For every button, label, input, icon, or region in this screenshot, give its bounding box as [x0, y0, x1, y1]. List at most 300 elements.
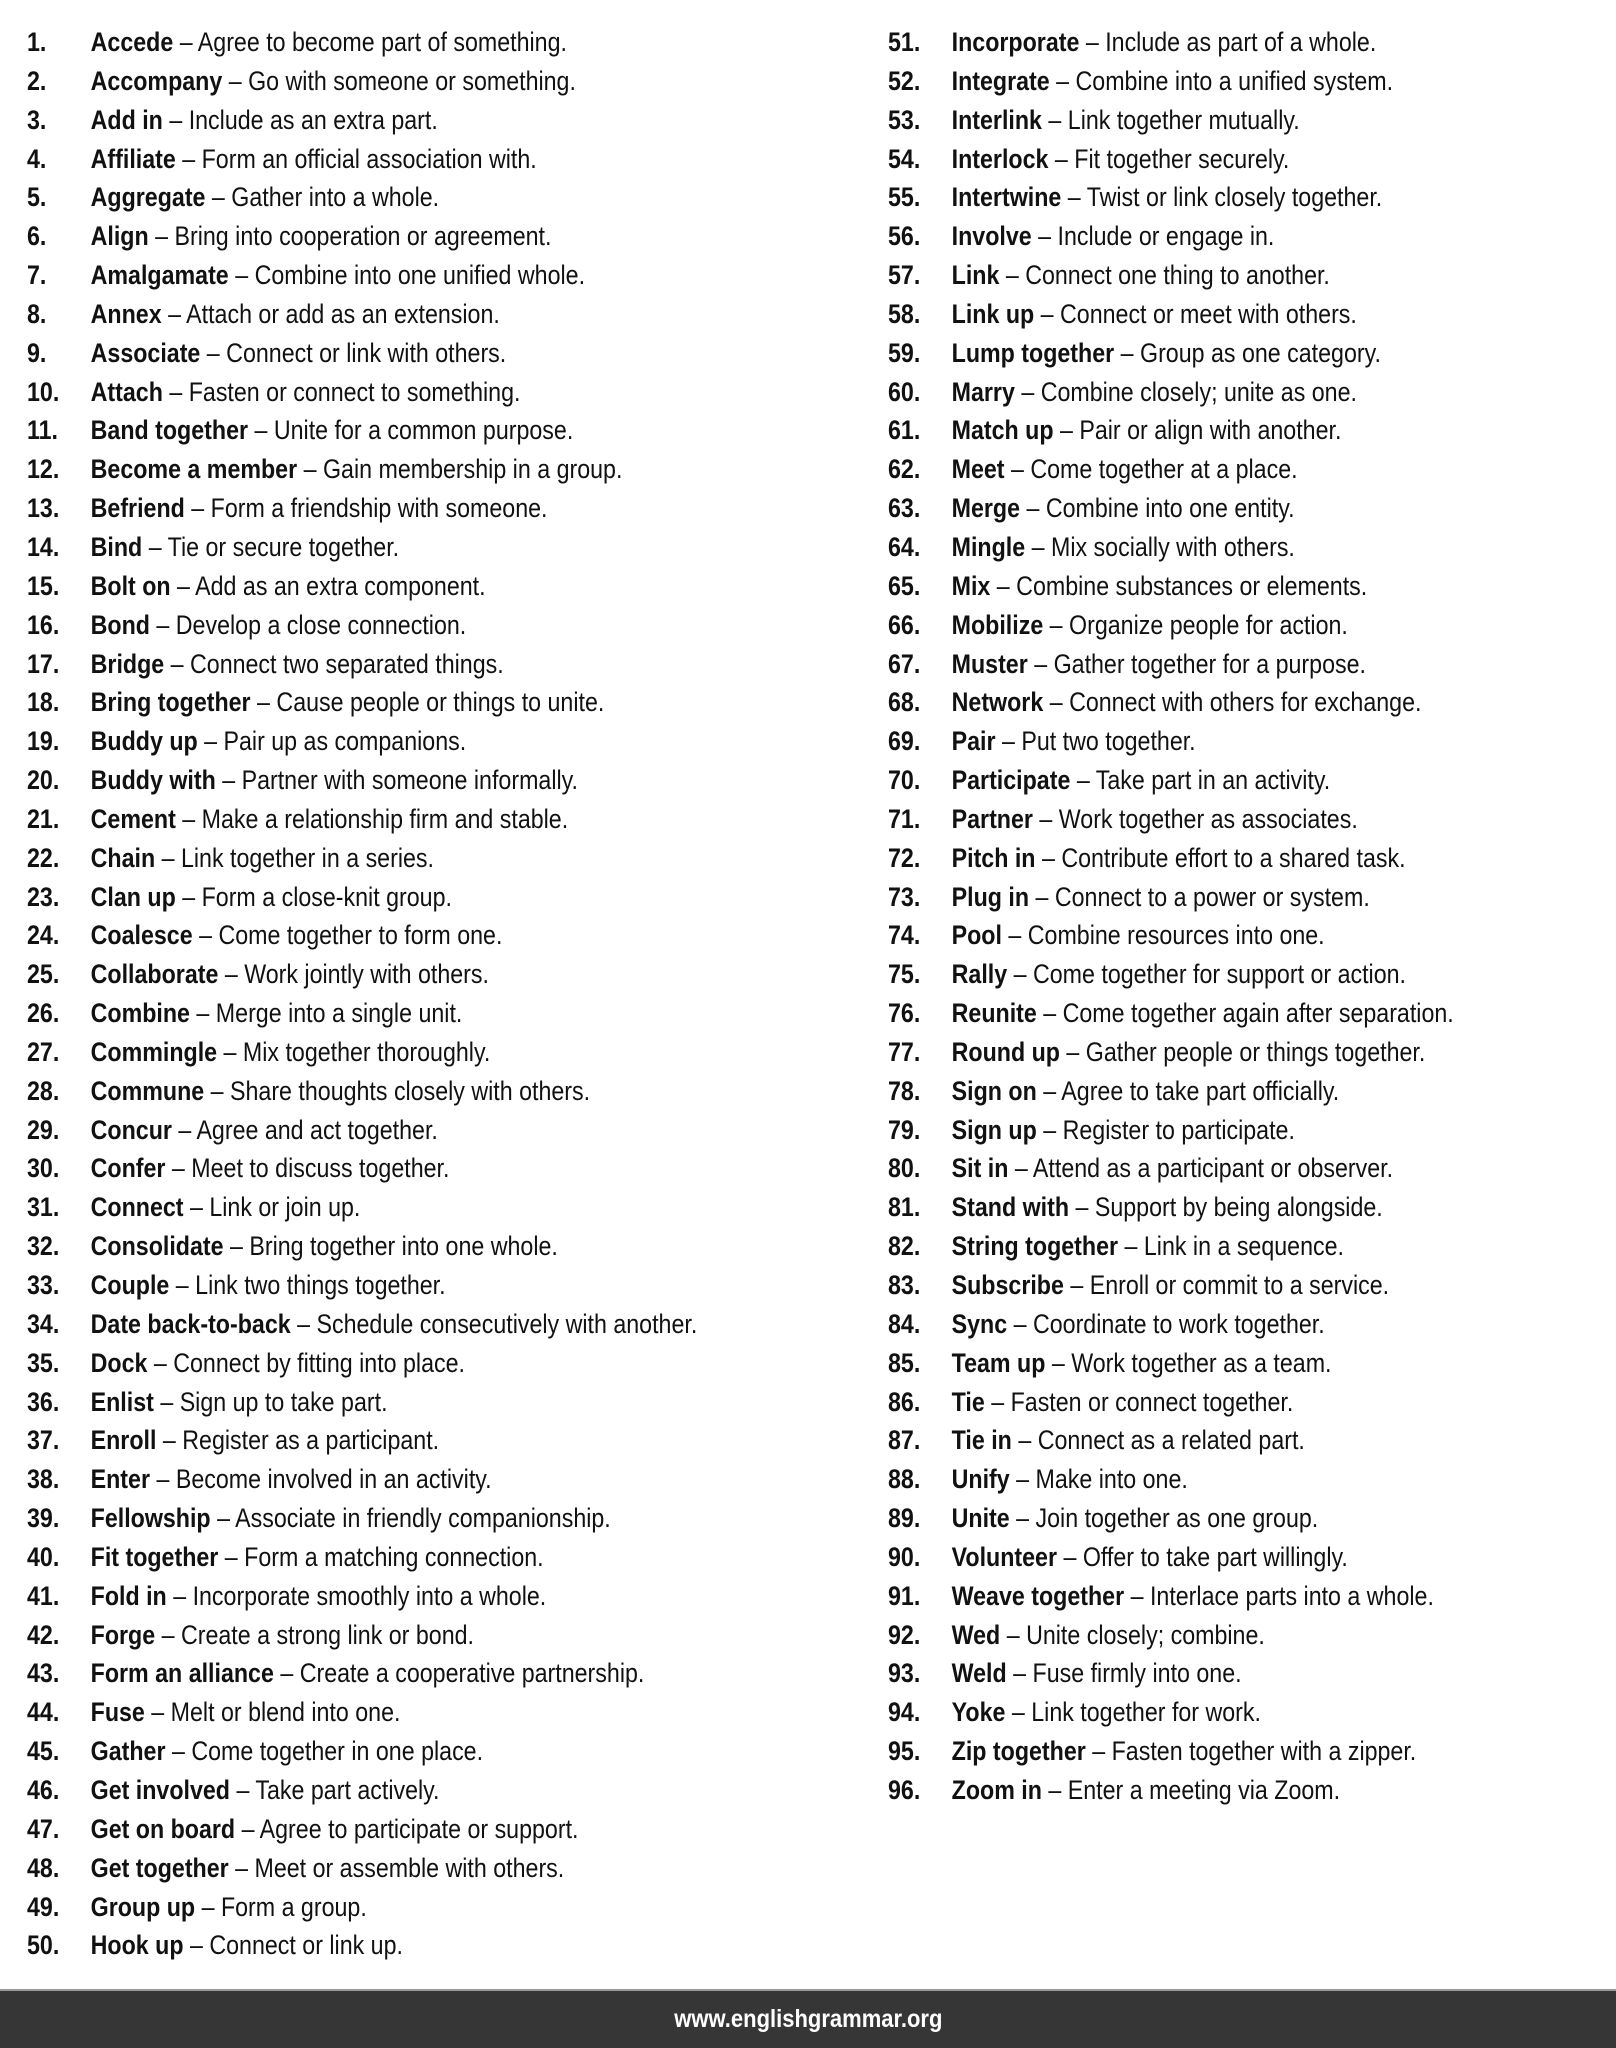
item-definition: Connect as a related part. [1037, 1425, 1305, 1456]
item-term: Attach [90, 376, 163, 407]
item-definition: Twist or link closely together. [1086, 182, 1383, 213]
list-item [27, 838, 801, 877]
item-term: Enter [90, 1464, 151, 1495]
item-definition: Include or engage in. [1057, 221, 1275, 252]
item-separator: – [228, 260, 255, 291]
item-separator: – [1053, 415, 1080, 446]
item-term: Concur [90, 1114, 172, 1145]
item-definition: Agree to participate or support. [259, 1813, 579, 1844]
item-separator: – [1004, 454, 1031, 485]
item-separator: – [1034, 298, 1061, 329]
list-item [888, 1226, 1616, 1265]
item-number: 48. [27, 1852, 60, 1883]
item-definition: Interlace parts into a whole. [1149, 1580, 1434, 1611]
list-item [888, 216, 1616, 255]
item-definition: Take part actively. [255, 1774, 440, 1805]
list-item [27, 1692, 801, 1731]
item-term: Meet [951, 454, 1005, 485]
item-term: Marry [951, 376, 1015, 407]
item-separator: – [1014, 376, 1041, 407]
item-separator: – [1063, 1270, 1090, 1300]
item-term: Get together [90, 1852, 229, 1883]
item-term: Bind [90, 531, 143, 562]
list-item [27, 760, 801, 799]
item-term: Gather [90, 1736, 166, 1767]
item-number: 32. [27, 1231, 60, 1262]
item-definition: Put two together. [1021, 726, 1196, 757]
item-definition: Join together as one group. [1035, 1503, 1319, 1534]
item-definition: Mix together thoroughly. [242, 1036, 491, 1067]
list-item [27, 139, 801, 178]
item-definition: Support by being alongside. [1094, 1192, 1383, 1223]
item-number: 58. [888, 298, 921, 329]
item-separator: – [1009, 1464, 1036, 1495]
item-term: Form an alliance [90, 1658, 274, 1689]
list-item [888, 255, 1616, 294]
list-item [27, 1148, 801, 1187]
item-separator: – [1041, 104, 1068, 135]
item-definition: Attend as a participant or observer. [1032, 1153, 1394, 1184]
item-number: 64. [888, 531, 921, 562]
item-separator: – [183, 1192, 210, 1223]
item-term: Pair [951, 726, 996, 757]
item-definition: Work together as a team. [1071, 1347, 1332, 1378]
footer-website-link[interactable]: www.englishgrammar.org [673, 2005, 943, 2033]
list-item [888, 954, 1616, 993]
item-separator: – [210, 1503, 236, 1534]
item-separator: – [218, 959, 245, 990]
item-definition: Connect with others for exchange. [1069, 687, 1422, 718]
item-separator: – [1114, 337, 1141, 368]
item-separator: – [184, 493, 211, 524]
item-definition: Link two things together. [195, 1270, 446, 1300]
list-item [27, 1382, 801, 1421]
item-number: 88. [888, 1464, 921, 1495]
item-term: Link [951, 260, 1000, 291]
item-term: Buddy up [90, 726, 198, 757]
item-number: 17. [27, 648, 60, 679]
list-item [27, 605, 801, 644]
item-number: 90. [888, 1541, 921, 1572]
item-definition: Go with someone or something. [248, 65, 576, 96]
list-item [27, 1537, 801, 1576]
item-separator: – [217, 1036, 243, 1067]
list-item [888, 372, 1616, 411]
item-number: 89. [888, 1503, 921, 1534]
item-separator: – [144, 1697, 171, 1728]
item-number: 43. [27, 1658, 60, 1689]
item-term: Band together [90, 415, 249, 446]
item-separator: – [1005, 1697, 1032, 1728]
item-term: Fellowship [90, 1503, 211, 1534]
item-separator: – [195, 1891, 221, 1922]
list-item [27, 488, 801, 527]
item-term: Zoom in [951, 1774, 1042, 1805]
list-item [888, 100, 1616, 139]
item-definition: Connect to a power or system. [1054, 881, 1370, 912]
item-number: 53. [888, 104, 921, 135]
item-term: Link up [951, 298, 1035, 329]
item-number: 11. [27, 415, 59, 446]
item-separator: – [1029, 881, 1055, 912]
item-number: 66. [888, 609, 921, 640]
item-term: Accompany [90, 65, 223, 96]
item-separator: – [1085, 1736, 1112, 1767]
item-term: Weld [951, 1658, 1007, 1689]
list-item [888, 1304, 1616, 1343]
item-separator: – [990, 570, 1017, 601]
item-definition: Combine into one entity. [1045, 493, 1295, 524]
item-definition: Register as a participant. [182, 1425, 440, 1456]
item-separator: – [223, 1231, 250, 1262]
item-number: 81. [888, 1192, 921, 1223]
list-item [27, 527, 801, 566]
item-term: Clan up [90, 881, 176, 912]
item-number: 5. [27, 182, 47, 213]
item-separator: – [175, 881, 202, 912]
item-definition: Link or join up. [209, 1192, 361, 1223]
item-separator: – [165, 1736, 192, 1767]
item-separator: – [290, 1308, 317, 1339]
list-item [27, 1809, 801, 1848]
list-item [888, 1110, 1616, 1149]
item-separator: – [235, 1813, 260, 1844]
item-definition: Connect one thing to another. [1025, 260, 1330, 291]
item-number: 39. [27, 1503, 60, 1534]
list-item [27, 1459, 801, 1498]
item-number: 21. [27, 803, 60, 834]
item-number: 83. [888, 1270, 921, 1300]
item-number: 68. [888, 687, 921, 718]
item-definition: Melt or blend into one. [170, 1697, 401, 1728]
item-number: 22. [27, 842, 60, 873]
item-separator: – [200, 337, 227, 368]
item-separator: – [148, 221, 175, 252]
item-number: 23. [27, 881, 60, 912]
item-number: 4. [27, 143, 47, 174]
item-term: Tie in [951, 1425, 1012, 1456]
item-definition: Enroll or commit to a service. [1089, 1270, 1390, 1300]
list-item [27, 177, 801, 216]
item-number: 65. [888, 570, 921, 601]
item-definition: Add as an extra component. [195, 570, 486, 601]
item-number: 33. [27, 1270, 60, 1300]
item-separator: – [173, 27, 198, 57]
item-term: Rally [951, 959, 1008, 990]
item-number: 38. [27, 1464, 60, 1495]
list-item [27, 61, 801, 100]
item-definition: Gather into a whole. [231, 182, 440, 213]
list-item [27, 1343, 801, 1382]
list-item [888, 488, 1616, 527]
item-term: Unify [951, 1464, 1010, 1495]
item-definition: Agree to become part of something. [197, 27, 567, 57]
item-number: 36. [27, 1386, 60, 1417]
item-separator: – [1031, 221, 1058, 252]
item-separator: – [218, 1541, 245, 1572]
list-item [888, 1071, 1616, 1110]
item-definition: Come together again after separation. [1062, 998, 1454, 1029]
item-number: 96. [888, 1774, 921, 1805]
item-definition: Develop a close connection. [175, 609, 467, 640]
list-item [27, 1653, 801, 1692]
item-term: Incorporate [951, 27, 1080, 57]
item-number: 70. [888, 765, 921, 796]
item-number: 94. [888, 1697, 921, 1728]
list-item [888, 139, 1616, 178]
item-number: 35. [27, 1347, 60, 1378]
item-number: 72. [888, 842, 921, 873]
item-separator: – [156, 1425, 183, 1456]
list-item [888, 1576, 1616, 1615]
item-term: Couple [90, 1270, 170, 1300]
item-separator: – [164, 648, 191, 679]
list-item [27, 566, 801, 605]
item-term: Intertwine [951, 182, 1062, 213]
item-term: Wed [951, 1619, 1001, 1650]
item-number: 19. [27, 726, 60, 757]
item-definition: Meet or assemble with others. [254, 1852, 565, 1883]
item-definition: Unite for a common purpose. [273, 415, 574, 446]
item-separator: – [166, 1580, 193, 1611]
item-definition: Associate in friendly companionship. [235, 1503, 611, 1534]
item-definition: Pair up as companions. [223, 726, 467, 757]
item-term: Mobilize [951, 609, 1044, 640]
item-separator: – [1008, 1153, 1033, 1184]
item-number: 50. [27, 1930, 60, 1961]
item-separator: – [222, 65, 249, 96]
item-definition: Come together in one place. [191, 1736, 484, 1767]
item-separator: – [1048, 143, 1075, 174]
item-number: 29. [27, 1114, 60, 1145]
list-item [27, 372, 801, 411]
item-separator: – [175, 803, 202, 834]
item-separator: – [149, 609, 176, 640]
item-definition: Combine resources into one. [1027, 920, 1325, 951]
item-term: Confer [90, 1153, 166, 1184]
list-item [27, 1848, 801, 1887]
item-separator: – [183, 1930, 210, 1961]
word-list-left-column [27, 22, 927, 1964]
item-definition: Enter a meeting via Zoom. [1067, 1774, 1341, 1805]
item-term: Integrate [951, 65, 1050, 96]
list-item [27, 410, 801, 449]
list-item [888, 1420, 1616, 1459]
item-term: Partner [951, 803, 1033, 834]
list-item [888, 61, 1616, 100]
item-definition: Gather together for a purpose. [1053, 648, 1366, 679]
list-item [888, 1615, 1616, 1654]
list-item [888, 1032, 1616, 1071]
item-number: 82. [888, 1231, 921, 1262]
item-separator: – [273, 1658, 300, 1689]
item-term: Network [951, 687, 1044, 718]
item-definition: Gain membership in a group. [322, 454, 623, 485]
item-separator: – [248, 415, 274, 446]
item-definition: Agree and act together. [196, 1114, 438, 1145]
item-separator: – [192, 920, 219, 951]
item-term: Participate [951, 765, 1071, 796]
item-number: 27. [27, 1036, 60, 1067]
item-term: Involve [951, 221, 1032, 252]
item-definition: Link together mutually. [1067, 104, 1300, 135]
item-term: Interlock [951, 143, 1049, 174]
item-separator: – [1049, 65, 1076, 96]
item-number: 87. [888, 1425, 921, 1456]
item-term: Annex [90, 298, 162, 329]
item-definition: Create a strong link or bond. [180, 1619, 474, 1650]
item-definition: Connect or link up. [209, 1930, 403, 1961]
list-item [27, 22, 801, 61]
list-item [888, 566, 1616, 605]
item-term: Bridge [90, 648, 165, 679]
list-item [888, 1692, 1616, 1731]
item-term: Unite [951, 1503, 1010, 1534]
item-definition: Connect two separated things. [190, 648, 504, 679]
list-item [27, 1420, 801, 1459]
item-number: 86. [888, 1386, 921, 1417]
list-item [27, 1770, 801, 1809]
list-item [27, 216, 801, 255]
list-item [27, 1071, 801, 1110]
item-term: Aggregate [90, 182, 206, 213]
list-item [888, 410, 1616, 449]
item-definition: Tie or secure together. [167, 531, 400, 562]
item-term: Sit in [951, 1153, 1009, 1184]
item-separator: – [228, 1852, 255, 1883]
item-definition: Register to participate. [1062, 1114, 1295, 1145]
item-number: 25. [27, 959, 60, 990]
item-term: Consolidate [90, 1231, 224, 1262]
item-term: Yoke [951, 1697, 1006, 1728]
list-item [888, 1770, 1616, 1809]
item-definition: Form an official association with. [201, 143, 537, 174]
list-item [888, 449, 1616, 488]
item-definition: Fit together securely. [1074, 143, 1290, 174]
list-item [27, 1615, 801, 1654]
item-term: Sync [951, 1308, 1008, 1339]
item-term: Sign up [951, 1114, 1037, 1145]
item-term: Sign on [951, 1075, 1037, 1106]
item-definition: Come together to form one. [218, 920, 503, 951]
list-item [888, 1653, 1616, 1692]
item-separator: – [1043, 687, 1070, 718]
item-number: 51. [888, 27, 921, 57]
item-separator: – [1036, 998, 1063, 1029]
item-separator: – [204, 1075, 231, 1106]
item-separator: – [142, 531, 168, 562]
item-number: 10. [27, 376, 60, 407]
list-item [888, 877, 1616, 916]
item-separator: – [161, 298, 187, 329]
item-number: 3. [27, 104, 47, 135]
item-definition: Attach or add as an extension. [186, 298, 500, 329]
list-item [888, 915, 1616, 954]
item-number: 52. [888, 65, 921, 96]
item-number: 42. [27, 1619, 60, 1650]
item-definition: Form a group. [220, 1891, 367, 1922]
list-item [27, 993, 801, 1032]
list-item [27, 721, 801, 760]
item-definition: Link in a sequence. [1143, 1231, 1344, 1262]
item-number: 54. [888, 143, 921, 174]
item-separator: – [1006, 1658, 1033, 1689]
item-term: Combine [90, 998, 190, 1029]
item-definition: Create a cooperative partnership. [299, 1658, 645, 1689]
item-definition: Make a relationship firm and stable. [201, 803, 569, 834]
item-number: 56. [888, 221, 921, 252]
item-definition: Partner with someone informally. [241, 765, 578, 796]
item-term: Tie [951, 1386, 985, 1417]
item-number: 16. [27, 609, 60, 640]
list-item [27, 1226, 801, 1265]
item-term: Bring together [90, 687, 251, 718]
item-number: 13. [27, 493, 60, 524]
item-term: Reunite [951, 998, 1037, 1029]
item-definition: Form a matching connection. [244, 1541, 544, 1572]
item-number: 62. [888, 454, 921, 485]
item-definition: Form a friendship with someone. [210, 493, 548, 524]
item-separator: – [1007, 959, 1033, 990]
item-number: 78. [888, 1075, 921, 1106]
item-number: 12. [27, 454, 60, 485]
item-number: 59. [888, 337, 921, 368]
list-item [888, 993, 1616, 1032]
item-separator: – [1020, 493, 1046, 524]
item-separator: – [1009, 1503, 1036, 1534]
item-number: 76. [888, 998, 921, 1029]
item-number: 93. [888, 1658, 921, 1689]
item-term: Enroll [90, 1425, 157, 1456]
list-item [27, 1731, 801, 1770]
list-item [888, 682, 1616, 721]
item-separator: – [197, 726, 224, 757]
item-definition: Connect by fitting into place. [173, 1347, 465, 1378]
list-item [27, 877, 801, 916]
item-separator: – [175, 143, 202, 174]
item-number: 24. [27, 920, 60, 951]
item-definition: Meet to discuss together. [191, 1153, 450, 1184]
list-item [27, 100, 801, 139]
item-number: 45. [27, 1736, 60, 1767]
item-term: Muster [951, 648, 1028, 679]
item-term: Collaborate [90, 959, 219, 990]
item-separator: – [169, 1270, 196, 1300]
item-separator: – [1041, 1774, 1068, 1805]
item-term: String together [951, 1231, 1119, 1262]
item-term: Stand with [951, 1192, 1070, 1223]
footer-bar [0, 1989, 1616, 2048]
item-separator: – [1045, 1347, 1072, 1378]
item-number: 63. [888, 493, 921, 524]
item-term: Subscribe [951, 1270, 1064, 1300]
item-separator: – [230, 1774, 256, 1805]
list-item [27, 644, 801, 683]
item-number: 31. [27, 1192, 60, 1223]
item-separator: – [205, 182, 232, 213]
list-item [888, 760, 1616, 799]
list-item [888, 333, 1616, 372]
item-number: 67. [888, 648, 921, 679]
item-definition: Include as part of a whole. [1105, 27, 1377, 57]
item-number: 71. [888, 803, 921, 834]
item-number: 75. [888, 959, 921, 990]
item-number: 14. [27, 531, 60, 562]
list-item [27, 954, 801, 993]
item-separator: – [1000, 1619, 1027, 1650]
item-number: 8. [27, 298, 47, 329]
item-number: 73. [888, 881, 921, 912]
